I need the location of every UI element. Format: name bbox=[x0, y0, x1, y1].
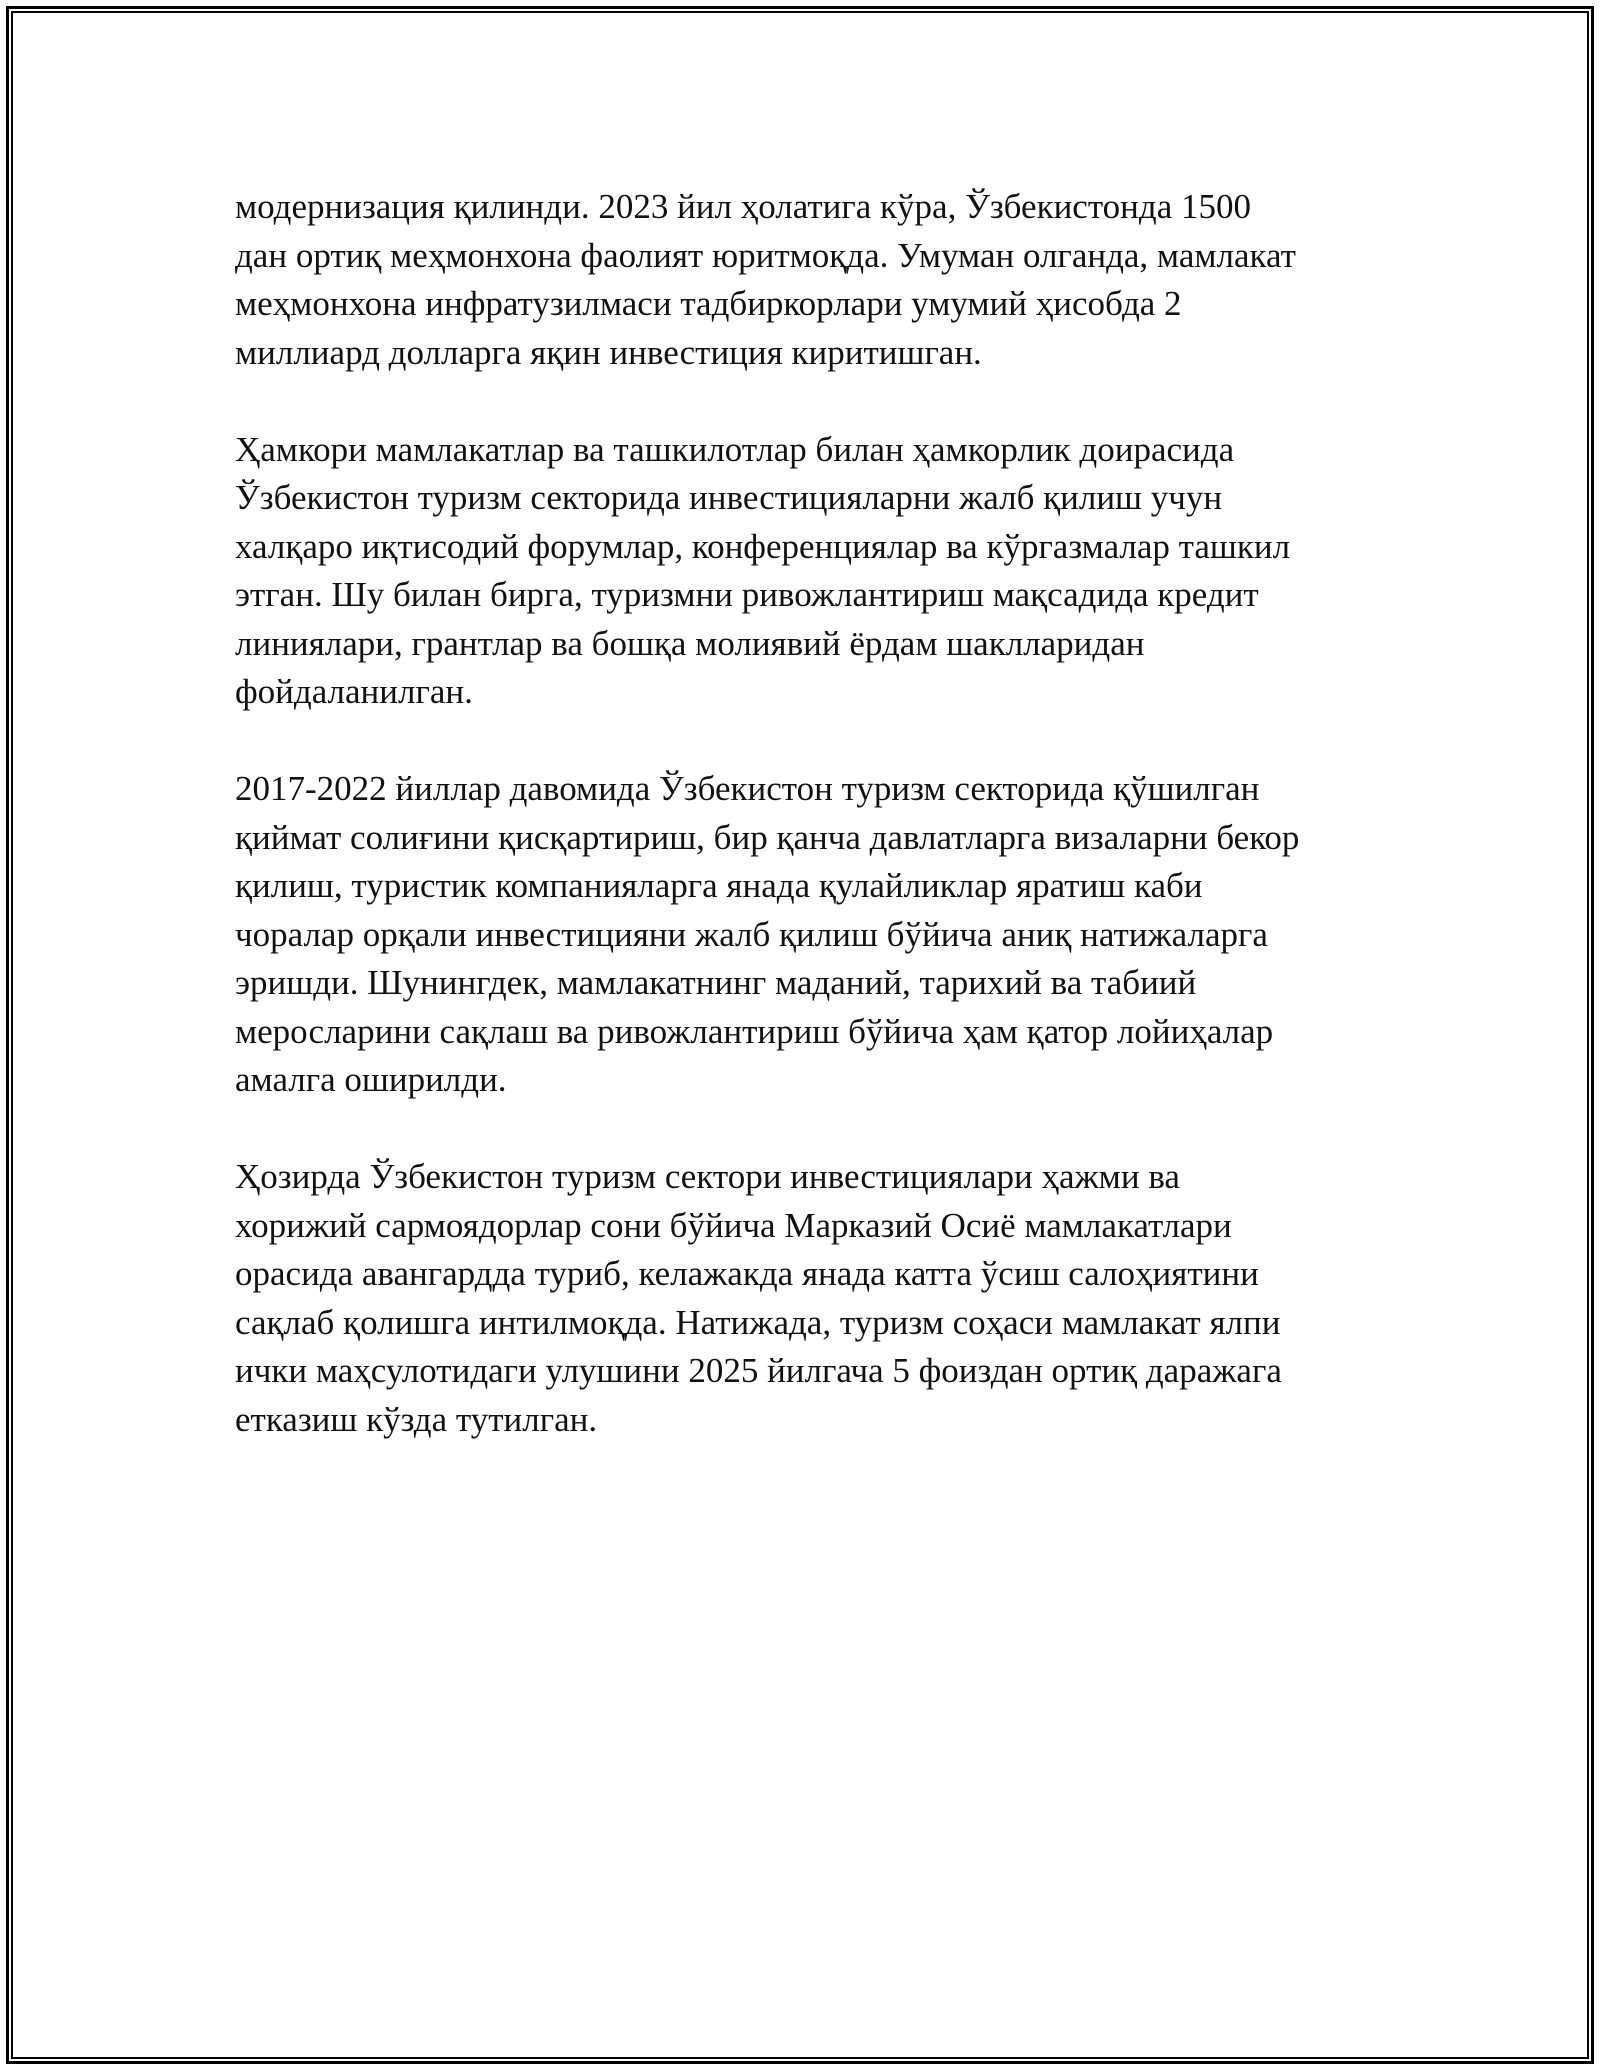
paragraph-international-cooperation: Ҳамкори мамлакатлар ва ташкилотлар билан ҳамкорлик доирасида Ўзбекистон туризм секторида инвестицияларни жалб қилиш учун халқаро иқтисодий форумлар, конференциялар ва кўргазмалар ташкил этган. Шу билан бирга, туризмни ривожлантириш мақсадида кредит линиялари, грантлар ва бошқа молиявий ёрдам шаклларидан фойдаланилган. bbox=[235, 429, 1291, 711]
paragraph-tax-and-visa-measures: 2017-2022 йиллар давомида Ўзбекистон туризм секторида қўшилган қиймат солиғини қисқартириш, бир қанча давлатларга визаларни бекор қилиш, туристик компанияларга янада қулайликлар яратиш каби чоралар орқали инвестицияни жалб қилиш бўйича аниқ натижаларга эришди. Шунингдек, мамлакатнинг маданий, тарихий ва табиий меросларини сақлаш ва ривожлантириш бўйича ҳам қатор лойиҳалар амалга оширилди. bbox=[235, 769, 1300, 1099]
paragraph-hotel-investment: модернизация қилинди. 2023 йил ҳолатига кўра, Ўзбекистонда 1500 дан ортиқ меҳмонхона фаолият юритмоқда. Умуман олганда, мамлакат меҳмонхона инфратузилмаси тадбиркорлари умумий ҳисобда 2 миллиард долларга яқин инвестиция киритишган. bbox=[235, 187, 1296, 372]
paragraph-future-outlook: Ҳозирда Ўзбекистон туризм сектори инвестициялари ҳажми ва хорижий сармоядорлар сони бўйича Марказий Осиё мамлакатлари орасида авангардда туриб, келажакда янада катта ўсиш салоҳиятини сақлаб қолишга интилмоқда. Натижада, туризм соҳаси мамлакат ялпи ички маҳсулотидаги улушини 2025 йилгача 5 фоиздан ортиқ даражага етказиш кўзда тутилган. bbox=[235, 1157, 1282, 1439]
document-body bbox=[235, 183, 1370, 1493]
